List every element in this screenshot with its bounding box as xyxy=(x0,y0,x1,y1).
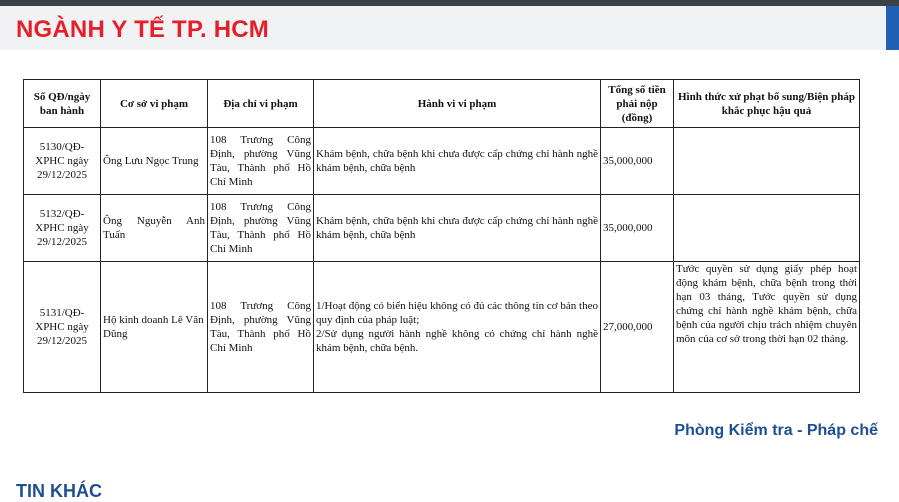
address-cell: 108 Trương Công Định, phường Vũng Tàu, Thành phố Hồ Chí Minh xyxy=(208,195,314,262)
header-entity: Cơ sở vi phạm xyxy=(101,80,208,128)
header-fine: Tổng số tiền phải nộp (đồng) xyxy=(601,80,674,128)
fine-cell: 35,000,000 xyxy=(601,195,674,262)
header-accent-bar xyxy=(886,6,899,50)
table-header-row xyxy=(24,80,860,128)
violation-line: 1/Hoạt động có biển hiệu không có đủ các thông tin cơ bản theo quy định của pháp luật; xyxy=(316,300,598,326)
remedy-cell xyxy=(674,128,860,195)
header-decision: Số QĐ/ngày ban hành xyxy=(24,80,101,128)
remedy-cell: Tước quyền sử dụng giấy phép hoạt động khám bệnh, chữa bệnh trong thời hạn 03 tháng, Tước quyền sử dụng chứng chỉ hành nghề khám bệnh, chữa bệnh của người chịu trách nhiệm chuyên môn của cơ sở trong thời hạn 02 tháng. xyxy=(674,262,860,393)
violation-cell: Khám bệnh, chữa bệnh khi chưa được cấp chứng chỉ hành nghề khám bệnh, chữa bệnh xyxy=(314,128,601,195)
entity-cell: Ông Lưu Ngọc Trung xyxy=(101,128,208,195)
header-violation: Hành vi vi phạm xyxy=(314,80,601,128)
remedy-cell xyxy=(674,195,860,262)
table-row xyxy=(24,128,860,195)
address-cell: 108 Trương Công Định, phường Vũng Tàu, Thành phố Hồ Chí Minh xyxy=(208,262,314,393)
entity-cell: Ông Nguyễn Anh Tuấn xyxy=(101,195,208,262)
table-row xyxy=(24,262,860,393)
header-remedy: Hình thức xử phạt bổ sung/Biện pháp khắc phục hậu quả xyxy=(674,80,860,128)
fine-cell: 35,000,000 xyxy=(601,128,674,195)
violation-line: 2/Sử dụng người hành nghề không có chứng chỉ hành nghề khám bệnh, chữa bệnh. xyxy=(316,328,598,354)
decision-cell: 5130/QĐ-XPHC ngày 29/12/2025 xyxy=(24,128,101,195)
header-address: Địa chỉ vi phạm xyxy=(208,80,314,128)
decision-cell: 5132/QĐ-XPHC ngày 29/12/2025 xyxy=(24,195,101,262)
decision-cell: 5131/QĐ-XPHC ngày 29/12/2025 xyxy=(24,262,101,393)
department-signature: Phòng Kiểm tra - Pháp chế xyxy=(674,422,878,439)
page-title: NGÀNH Y TẾ TP. HCM xyxy=(16,16,269,43)
table-row xyxy=(24,195,860,262)
entity-cell: Hộ kinh doanh Lê Văn Dũng xyxy=(101,262,208,393)
violation-cell xyxy=(314,262,601,393)
address-cell: 108 Trương Công Định, phường Vũng Tàu, Thành phố Hồ Chí Minh xyxy=(208,128,314,195)
content-clip xyxy=(0,397,899,490)
violation-table xyxy=(23,79,860,393)
section-heading-other-news[interactable]: TIN KHÁC xyxy=(16,481,102,501)
violation-cell: Khám bệnh, chữa bệnh khi chưa được cấp chứng chỉ hành nghề khám bệnh, chữa bệnh xyxy=(314,195,601,262)
fine-cell: 27,000,000 xyxy=(601,262,674,393)
